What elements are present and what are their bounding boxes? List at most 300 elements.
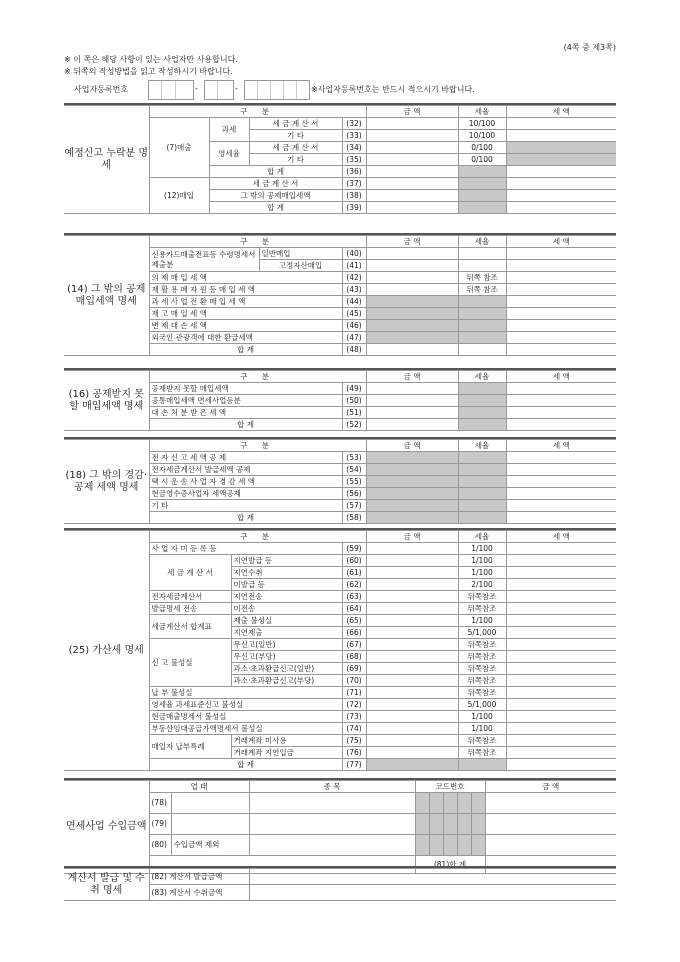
code-cell [443,793,457,814]
section-title: (18) 그 밖의 경감·공제 세액 명세 [64,440,149,524]
rate-cell: 5/1,000 [458,627,506,639]
note-2: ※ 뒤쪽의 작성방법을 읽고 작성하시기 바랍니다. [64,67,233,76]
header-gubun: 구 분 [149,371,366,383]
card-receipt-label: 신용카드매출전표등 수령명세서 제출분 [149,248,259,272]
header-tax: 세 액 [506,531,616,543]
amount-cell[interactable] [366,118,458,130]
rate-cell: 1/100 [458,567,506,579]
row-number: (54) [342,464,366,476]
rate-cell-shaded [458,500,506,512]
section-invoice-statement [64,866,616,901]
code-cell [457,793,471,814]
header-tax: 세 액 [506,106,616,118]
row-label: 지연수취 [231,567,342,579]
header-amount: 금 액 [366,371,458,383]
receive-amount-label: (83) 계산서 수취금액 [149,885,249,901]
amount-cell[interactable] [366,639,458,651]
tax-cell[interactable] [506,488,616,500]
exclude-label: 수입금액 제외 [171,835,249,856]
row-number: (79) [149,814,171,835]
rate-cell-shaded [458,178,506,190]
row-label: 지연발급 등 [231,555,342,567]
row-label: 일반매입 [259,248,342,260]
amount-cell-shaded [366,500,458,512]
row-label: 거래계좌 미사용 [231,735,342,747]
amount-cell[interactable] [366,723,458,735]
amount-cell[interactable] [485,835,616,856]
row-label: 합 계 [149,344,342,356]
tax-cell[interactable] [506,118,616,130]
code-cell [457,835,471,856]
row-label: 현금매출명세서 불성실 [149,711,342,723]
total-label: (81)합 계 [415,856,485,874]
tax-cell[interactable] [506,202,616,214]
row-number: (66) [342,627,366,639]
row-label: 무신고(부당) [231,651,342,663]
tax-cell[interactable] [506,178,616,190]
receive-amount-cell[interactable] [249,885,616,901]
rate-cell: 뒤쪽참조 [458,735,506,747]
row-number: (57) [342,500,366,512]
rate-cell: 1/100 [458,555,506,567]
header-rate: 세율 [458,440,506,452]
page-number: (4쪽 중 제3쪽) [563,43,616,52]
rate-cell: 1/100 [458,543,506,555]
tax-cell[interactable] [506,579,616,591]
business-type-cell[interactable] [171,814,249,835]
section-title: (14) 그 밖의 공제 매입세액 명세 [64,236,149,356]
tax-cell[interactable] [506,395,616,407]
tax-cell[interactable] [506,320,616,332]
amount-cell-shaded [366,759,458,771]
row-label: 기 타 [249,154,342,166]
row-label: 변 제 대 손 세 액 [149,320,342,332]
row-number: (46) [342,320,366,332]
amount-cell-shaded [366,464,458,476]
row-label: 제출 불성실 [231,615,342,627]
tax-cell[interactable] [506,543,616,555]
row-label: 영세율 과세표준신고 불성실 [149,699,342,711]
group-label: 신 고 불성실 [149,639,231,687]
amount-cell[interactable] [366,603,458,615]
header-gubun: 구 분 [149,106,366,118]
row-number: (40) [342,248,366,260]
row-number: (47) [342,332,366,344]
business-number-tip: ※사업자등록번호는 반드시 적으시기 바랍니다. [311,85,475,94]
amount-cell[interactable] [366,663,458,675]
header-business-type: 업 태 [149,781,249,793]
amount-cell[interactable] [366,591,458,603]
row-label: 택 시 운 송 사 업 자 경 감 세 액 [149,476,342,488]
tax-cell[interactable] [506,615,616,627]
header-rate: 세율 [458,531,506,543]
code-cell [429,793,443,814]
tax-cell[interactable] [506,639,616,651]
amount-cell-shaded [366,512,458,524]
rate-cell: 0/100 [458,154,506,166]
code-cell [415,814,429,835]
amount-cell[interactable] [366,407,458,419]
amount-cell[interactable] [366,154,458,166]
code-cell [443,814,457,835]
row-label: 과소·초과환급신고(일반) [231,663,342,675]
tax-cell[interactable] [506,675,616,687]
row-label: 거래계좌 지연입금 [231,747,342,759]
tax-cell[interactable] [506,603,616,615]
row-label: 공제받지 못할 매입세액 [149,383,342,395]
header-gubun: 구 분 [149,236,366,248]
header-code: 코드번호 [415,781,485,793]
rate-cell: 0/100 [458,142,506,154]
header-gubun: 구 분 [149,440,366,452]
rate-cell-shaded [458,488,506,500]
item-cell[interactable] [249,814,415,835]
code-cell [443,835,457,856]
tax-cell[interactable] [506,190,616,202]
amount-cell[interactable] [485,814,616,835]
section-other-deductions [64,233,616,356]
row-label: 기 타 [249,130,342,142]
section-title: 면세사업 수입금액 [64,781,149,874]
header-tax: 세 액 [506,236,616,248]
row-number: (45) [342,308,366,320]
row-label: 고정자산매입 [259,260,342,272]
rate-cell [458,248,506,260]
row-number: (38) [342,190,366,202]
row-label: 그 밖의 공제매입세액 [209,190,342,202]
rate-cell: 10/100 [458,130,506,142]
row-number: (37) [342,178,366,190]
amount-cell[interactable] [366,395,458,407]
section-penalty-tax [64,528,616,771]
tax-cell[interactable] [506,723,616,735]
header-rate: 세율 [458,371,506,383]
header-tax: 세 액 [506,440,616,452]
sales-label: (7)매출 [149,118,209,178]
group-label: 발급명세 전송 [149,603,231,615]
business-number-row: 사업자등록번호 - - ※사업자등록번호는 반드시 적으시기 바랍니다. [64,80,616,100]
code-cell [471,793,485,814]
row-label: 전 자 신 고 세 액 공 제 [149,452,342,464]
rate-cell-shaded [458,395,506,407]
row-number: (67) [342,639,366,651]
row-number: (49) [342,383,366,395]
row-label: 합 계 [149,512,342,524]
tax-cell[interactable] [506,759,616,771]
row-number: (76) [342,747,366,759]
tax-cell[interactable] [506,699,616,711]
header-rate: 세율 [458,106,506,118]
amount-cell-shaded [366,308,458,320]
tax-cell[interactable] [506,272,616,284]
row-label: 기 타 [149,500,342,512]
row-label: 미전송 [231,603,342,615]
tax-cell[interactable] [506,464,616,476]
row-number: (71) [342,687,366,699]
amount-cell[interactable] [366,699,458,711]
section-other-reductions [64,437,616,524]
row-number: (74) [342,723,366,735]
code-cell [457,814,471,835]
section-title: 예정신고 누락분 명세 [64,106,149,214]
issue-amount-cell[interactable] [249,869,616,885]
row-number: (60) [342,555,366,567]
rate-cell-shaded [458,202,506,214]
group-label: 세금계산서 합계표 [149,615,231,639]
tax-cell[interactable] [506,296,616,308]
rate-cell-shaded [458,476,506,488]
rate-cell-shaded [458,512,506,524]
row-label: 과 세 사 업 전 환 매 입 세 액 [149,296,342,308]
amount-cell[interactable] [366,615,458,627]
row-number: (33) [342,130,366,142]
row-number: (64) [342,603,366,615]
tax-cell[interactable] [506,747,616,759]
business-number-field-3[interactable] [244,80,310,100]
rate-cell: 1/100 [458,723,506,735]
row-label: 공통매입세액 면세사업등분 [149,395,342,407]
row-number: (52) [342,419,366,431]
row-label: 대 손 처 분 받 은 세 액 [149,407,342,419]
amount-cell[interactable] [366,675,458,687]
amount-cell[interactable] [366,579,458,591]
rate-cell: 뒤쪽 참조 [458,284,506,296]
amount-cell[interactable] [366,344,458,356]
row-number: (73) [342,711,366,723]
rate-cell-shaded [458,308,506,320]
business-type-cell[interactable] [171,793,249,814]
rate-cell: 뒤쪽참조 [458,639,506,651]
tax-cell[interactable] [506,308,616,320]
tax-cell[interactable] [506,383,616,395]
rate-cell-shaded [458,464,506,476]
rate-cell: 뒤쪽참조 [458,687,506,699]
row-label: 과소·초과환급신고(부당) [231,675,342,687]
amount-cell[interactable] [366,260,458,272]
tax-cell[interactable] [506,452,616,464]
row-number: (59) [342,543,366,555]
amount-cell-shaded [366,320,458,332]
row-number: (58) [342,512,366,524]
tax-cell[interactable] [506,419,616,431]
section-title: (25) 가산세 명세 [64,531,149,771]
tax-cell-shaded [506,142,616,154]
tax-cell[interactable] [506,651,616,663]
tax-cell[interactable] [506,166,616,178]
header-amount: 금 액 [366,236,458,248]
group-label: 전자세금계산서 [149,591,231,603]
amount-cell[interactable] [366,735,458,747]
row-label: 재 고 매 입 세 액 [149,308,342,320]
code-cell [429,814,443,835]
row-label: 의 제 매 입 세 액 [149,272,342,284]
row-label: 사 업 자 미 등 록 등 [149,543,342,555]
rate-cell: 10/100 [458,118,506,130]
row-number: (72) [342,699,366,711]
amount-cell[interactable] [366,651,458,663]
tax-cell-shaded [506,154,616,166]
amount-cell-shaded [366,476,458,488]
tax-cell[interactable] [506,735,616,747]
amount-cell-shaded [366,452,458,464]
code-cell [471,835,485,856]
rate-cell: 뒤쪽참조 [458,651,506,663]
rate-cell-shaded [458,452,506,464]
row-number: (39) [342,202,366,214]
amount-cell-shaded [366,332,458,344]
amount-cell-shaded [366,488,458,500]
tax-cell[interactable] [506,627,616,639]
header-amount: 금 액 [366,106,458,118]
row-label: 부동산임대공급가액명세서 불성실 [149,723,342,735]
row-number: (42) [342,272,366,284]
amount-cell[interactable] [366,190,458,202]
amount-cell[interactable] [366,284,458,296]
row-label: 전자세금계산서 발급세액 공제 [149,464,342,476]
row-number: (41) [342,260,366,272]
rate-cell-shaded [458,320,506,332]
amount-cell[interactable] [366,627,458,639]
rate-cell: 뒤쪽참조 [458,663,506,675]
amount-cell[interactable] [366,687,458,699]
rate-cell: 뒤쪽참조 [458,675,506,687]
row-label: 세 금 계 산 서 [209,178,342,190]
row-number: (53) [342,452,366,464]
row-number: (61) [342,567,366,579]
row-number: (55) [342,476,366,488]
tax-cell[interactable] [506,407,616,419]
row-number: (78) [149,793,171,814]
rate-cell-shaded [458,419,506,431]
row-number: (50) [342,395,366,407]
rate-cell [458,344,506,356]
row-number: (43) [342,284,366,296]
amount-cell[interactable] [366,178,458,190]
section-title: 계산서 발급 및 수취 명세 [64,869,149,901]
tax-cell[interactable] [506,284,616,296]
amount-cell[interactable] [366,543,458,555]
header-amount: 금 액 [366,440,458,452]
section-taxfree-revenue [64,778,616,874]
item-cell[interactable] [249,793,415,814]
item-cell[interactable] [249,835,415,856]
tax-cell[interactable] [506,687,616,699]
code-cell [429,835,443,856]
issue-amount-label: (82) 계산서 발급금액 [149,869,249,885]
row-number: (32) [342,118,366,130]
amount-cell[interactable] [366,555,458,567]
row-number: (56) [342,488,366,500]
rate-cell-shaded [458,166,506,178]
business-number-field-1[interactable] [148,80,194,100]
rate-cell: 1/100 [458,711,506,723]
tax-cell[interactable] [506,512,616,524]
amount-cell[interactable] [366,711,458,723]
code-cell [471,814,485,835]
amount-cell[interactable] [366,202,458,214]
row-label: 재 활 용 폐 자 원 등 매 입 세 액 [149,284,342,296]
tax-cell[interactable] [506,500,616,512]
tax-cell[interactable] [506,344,616,356]
row-number: (65) [342,615,366,627]
row-number: (69) [342,663,366,675]
note-1: ※ 이 쪽은 해당 사항이 있는 사업자만 사용합니다. [64,55,238,64]
rate-cell-shaded [458,759,506,771]
row-number: (51) [342,407,366,419]
row-number: (77) [342,759,366,771]
row-label: 무신고(일반) [231,639,342,651]
amount-cell[interactable] [485,793,616,814]
row-label: 미발급 등 [231,579,342,591]
tax-cell[interactable] [506,476,616,488]
amount-cell[interactable] [366,419,458,431]
code-cell [415,835,429,856]
amount-cell[interactable] [366,747,458,759]
rate-cell-shaded [458,296,506,308]
tax-cell[interactable] [506,248,616,260]
business-number-label: 사업자등록번호 [74,85,129,94]
row-number: (68) [342,651,366,663]
row-label: 납 부 불성실 [149,687,342,699]
amount-cell[interactable] [366,272,458,284]
header-item: 종 목 [249,781,415,793]
rate-cell-shaded [458,190,506,202]
header-tax: 세 액 [506,371,616,383]
amount-cell[interactable] [366,383,458,395]
row-label: 합 계 [209,166,342,178]
tax-cell[interactable] [506,591,616,603]
row-number: (34) [342,142,366,154]
row-label: 지연제출 [231,627,342,639]
tax-cell[interactable] [506,567,616,579]
rate-cell [458,260,506,272]
rate-cell: 5/1,000 [458,699,506,711]
tax-cell[interactable] [506,555,616,567]
section-non-deductible [64,368,616,431]
amount-cell[interactable] [366,130,458,142]
tax-cell[interactable] [506,260,616,272]
row-label: 합 계 [149,759,342,771]
amount-cell[interactable] [366,248,458,260]
section-estimate-omission [64,103,616,214]
row-label: 합 계 [209,202,342,214]
header-rate: 세율 [458,236,506,248]
rate-cell: 뒤쪽참조 [458,591,506,603]
row-label: 현금영수증사업자 세액공제 [149,488,342,500]
amount-cell[interactable] [366,166,458,178]
rate-cell-shaded [458,383,506,395]
row-label: 외국인 관광객에 대한 환급세액 [149,332,342,344]
row-label: 지연전송 [231,591,342,603]
row-number: (62) [342,579,366,591]
row-number: (44) [342,296,366,308]
tax-cell[interactable] [506,711,616,723]
notes [64,54,238,78]
rate-cell: 뒤쪽참조 [458,603,506,615]
tax-cell[interactable] [506,130,616,142]
row-number: (63) [342,591,366,603]
amount-cell[interactable] [366,567,458,579]
group-label: 매입자 납부특례 [149,735,231,759]
amount-cell[interactable] [366,142,458,154]
tax-cell[interactable] [506,663,616,675]
group-label: 세 금 계 산 서 [149,555,231,591]
business-number-field-2[interactable] [204,80,234,100]
row-number: (35) [342,154,366,166]
zero-rate-label: 영세율 [209,142,249,166]
tax-cell[interactable] [506,332,616,344]
header-gubun: 구 분 [149,531,366,543]
